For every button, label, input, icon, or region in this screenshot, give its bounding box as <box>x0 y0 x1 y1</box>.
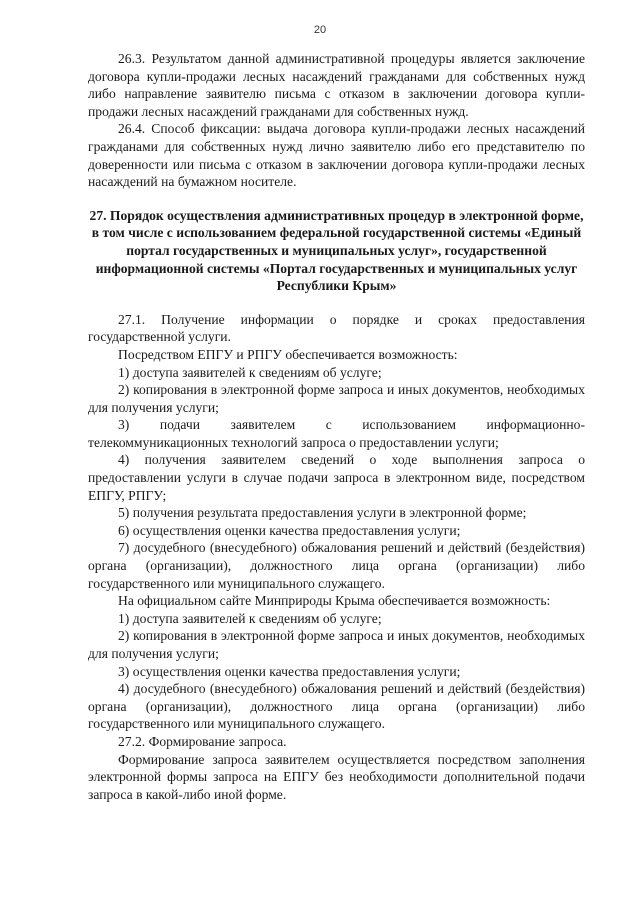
section-heading-27: 27. Порядок осуществления административных процедур в электронной форме, в том числе с использованием федеральной государственной системы «Единый портал государственных и муниципальных услуг», государственной информационной системы «Портал государственных и муниципальных услуг Республики Крым» <box>89 207 584 294</box>
list-item: 1) доступа заявителей к сведениям об услуге; <box>118 610 382 626</box>
list-item: 2) копирования в электронной форме запроса и иных документов, необходимых для получения услуги; <box>88 628 585 661</box>
list-item: 3) подачи заявителем с использованием информационно-телекоммуникационных технологий запроса о предоставлении услуги; <box>88 417 585 450</box>
paragraph-ministry-site-intro: На официальном сайте Минприроды Крыма обеспечивается возможность: <box>118 593 551 609</box>
list-item: 7) досудебного (внесудебного) обжалования решений и действий (бездействия) органа (организации), должностного лица органа (организации) либо государственного или муниципального служащего. <box>88 540 585 591</box>
paragraph-26-3: 26.3. Результатом данной административной процедуры является заключение договора купли-продажи лесных насаждений гражданами для собственных нужд либо направление заявителю письма с отказом в заключении договора купли-продажи лесных насаждений гражданами для собственных нужд. <box>88 51 585 119</box>
list-item: 1) доступа заявителей к сведениям об услуге; <box>118 364 382 380</box>
list-item: 6) осуществления оценки качества предоставления услуги; <box>118 522 461 538</box>
list-item: 4) досудебного (внесудебного) обжалования решений и действий (бездействия) органа (организации), должностного лица органа (организации) либо государственного или муниципального служащего. <box>88 681 585 732</box>
list-item: 5) получения результата предоставления услуги в электронной форме; <box>118 505 527 521</box>
list-item: 3) осуществления оценки качества предоставления услуги; <box>118 663 461 679</box>
paragraph-27-2: 27.2. Формирование запроса. <box>118 733 287 749</box>
list-item: 2) копирования в электронной форме запроса и иных документов, необходимых для получения услуги; <box>88 382 585 415</box>
page-number: 20 <box>313 24 327 36</box>
document-body <box>88 50 585 803</box>
list-item: 4) получения заявителем сведений о ходе выполнения запроса о предоставлении услуги в случае подачи запроса в электронном виде, посредством ЕПГУ, РПГУ; <box>88 452 585 503</box>
paragraph-27-1: 27.1. Получение информации о порядке и сроках предоставления государственной услуги. <box>88 311 585 345</box>
paragraph-request-formation: Формирование запроса заявителем осуществляется посредством заполнения электронной формы запроса на ЕПГУ без необходимости дополнительной подачи запроса в какой-либо иной форме. <box>88 751 585 802</box>
paragraph-26-4: 26.4. Способ фиксации: выдача договора купли-продажи лесных насаждений гражданами для собственных нужд лично заявителю либо его представителю по доверенности или письма с отказом в заключении договора купли-продажи лесных насаждений на бумажном носителе. <box>88 121 585 190</box>
paragraph-epgu-intro: Посредством ЕПГУ и РПГУ обеспечивается возможность: <box>118 346 458 362</box>
